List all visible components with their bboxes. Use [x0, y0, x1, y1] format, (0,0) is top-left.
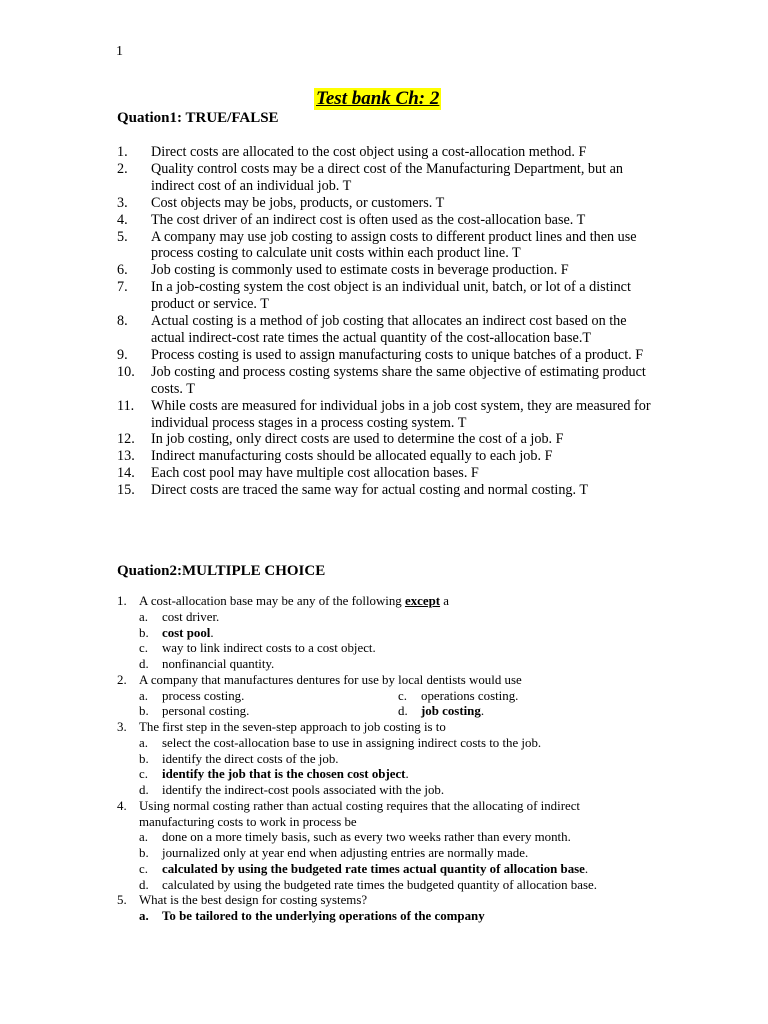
list-item: 13. Indirect manufacturing costs should be allocated equally to each job. F [117, 448, 657, 465]
question-text: Job costing is commonly used to estimate costs in beverage production. F [151, 262, 569, 279]
question: 1. A cost-allocation base may be any of the following except a [117, 594, 657, 610]
section-heading-multiple-choice: Quation2:MULTIPLE CHOICE [117, 563, 326, 579]
answer-option: a. done on a more timely basis, such as every two weeks rather than every month. [139, 830, 571, 845]
answer-option-correct: d. job costing. [398, 704, 485, 719]
question: 4. Using normal costing rather than actual costing requires that the allocating of indirect manufacturing costs to work in process be [117, 799, 657, 831]
list-item: 4. The cost driver of an indirect cost is often used as the cost-allocation base. T [117, 212, 657, 229]
question-text: Actual costing is a method of job costing that allocates an indirect cost based on the actual indirect-cost rate times the actual quantity of the cost-allocation base.T [151, 313, 627, 346]
section-heading-true-false: Quation1: TRUE/FALSE [117, 110, 279, 126]
list-item: 7. In a job-costing system the cost object is an individual unit, batch, or lot of a distinct product or service. T [117, 279, 657, 313]
question-text: Quality control costs may be a direct cost of the Manufacturing Department, but an indirect cost of an individual job. T [151, 160, 623, 194]
answer-option-correct: c. identify the job that is the chosen cost object. [139, 767, 409, 782]
list-item: 8. Actual costing is a method of job costing that allocates an indirect cost based on the actual indirect-cost rate times the actual quantity of the cost-allocation base.T [117, 313, 657, 347]
question-text: In a job-costing system the cost object is an individual unit, batch, or lot of a distinct product or service. T [151, 279, 631, 313]
question-text: The first step in the seven-step approach to job costing is to [139, 720, 446, 734]
question-text: A cost-allocation base may be any of the following except a [139, 594, 450, 608]
document-title: Test bank Ch: 2 [316, 88, 440, 109]
question-text: The cost driver of an indirect cost is often used as the cost-allocation base. T [151, 211, 586, 228]
list-item: 9. Process costing is used to assign manufacturing costs to unique batches of a product. F [117, 347, 657, 364]
list-item: 2. Quality control costs may be a direct cost of the Manufacturing Department, but an indirect cost of an individual job. T [117, 161, 657, 195]
list-item: 15. Direct costs are traced the same way for actual costing and normal costing. T [117, 482, 657, 499]
question-text: In job costing, only direct costs are used to determine the cost of a job. F [151, 431, 564, 448]
list-item: 3. Cost objects may be jobs, products, or customers. T [117, 195, 657, 212]
question-text: Indirect manufacturing costs should be allocated equally to each job. F [151, 448, 553, 465]
question-text: Job costing and process costing systems share the same objective of estimating product costs. T [151, 363, 646, 397]
question-text: Each cost pool may have multiple cost allocation bases. F [151, 465, 479, 482]
answer-option-correct: c. calculated by using the budgeted rate times actual quantity of allocation base. [139, 861, 589, 876]
question-text: Direct costs are allocated to the cost object using a cost-allocation method. F [151, 144, 587, 160]
answer-option: a. process costing. [139, 688, 245, 703]
question-text: Using normal costing rather than actual costing requires that the allocating of indirect manufacturing costs to work in process be [139, 798, 581, 829]
question-text: What is the best design for costing systems? [139, 893, 368, 908]
answer-option: a. cost driver. [139, 609, 220, 624]
answer-option: d. identify the indirect-cost pools associated with the job. [139, 783, 445, 797]
list-item: 14. Each cost pool may have multiple cost allocation bases. F [117, 465, 657, 482]
page-number: 1 [116, 44, 123, 59]
question-text: A company that manufactures dentures for use by local dentists would use [139, 672, 522, 687]
emphasis-text: except [404, 594, 441, 608]
question: 2. A company that manufactures dentures for use by local dentists would use [117, 673, 657, 689]
list-item: 5. A company may use job costing to assign costs to different product lines and then use process costing to calculate unit costs within each product line. T [117, 229, 657, 263]
answer-option: b. identify the direct costs of the job. [139, 751, 339, 766]
question-text: Direct costs are traced the same way for actual costing and normal costing. T [151, 482, 589, 499]
question-text: Cost objects may be jobs, products, or customers. T [151, 194, 445, 211]
answer-option: a. select the cost-allocation base to use in assigning indirect costs to the job. [139, 735, 542, 750]
answer-option: c. way to link indirect costs to a cost object. [139, 641, 376, 656]
answer-option: c. operations costing. [398, 688, 519, 703]
question-text: Process costing is used to assign manufacturing costs to unique batches of a product. F [151, 346, 644, 363]
answer-option: b. journalized only at year end when adjusting entries are normally made. [139, 846, 529, 860]
true-false-list [117, 144, 657, 499]
answer-option-correct: a. To be tailored to the underlying operations of the company [139, 909, 485, 923]
answer-option: d. calculated by using the budgeted rate times the budgeted quantity of allocation base. [139, 877, 597, 892]
multiple-choice-list [117, 594, 657, 925]
list-item: 12. In job costing, only direct costs are used to determine the cost of a job. F [117, 431, 657, 448]
question: 3. The first step in the seven-step approach to job costing is to [117, 720, 657, 736]
list-item: 11. While costs are measured for individual jobs in a job cost system, they are measured for individual process stages in a process costing system. T [117, 398, 657, 432]
list-item: 6. Job costing is commonly used to estimate costs in beverage production. F [117, 262, 657, 279]
question: 5. What is the best design for costing systems? [117, 893, 657, 909]
question-text: A company may use job costing to assign costs to different product lines and then use process costing to calculate unit costs within each product line. T [151, 228, 637, 262]
answer-option: d. nonfinancial quantity. [139, 657, 275, 671]
answer-option: b. personal costing. [139, 704, 250, 719]
answer-option-correct: b. cost pool. [139, 625, 214, 640]
list-item: 10. Job costing and process costing systems share the same objective of estimating product costs. T [117, 364, 657, 398]
question-text: While costs are measured for individual jobs in a job cost system, they are measured for individual process stages in a process costing system. T [151, 397, 651, 431]
list-item: 1. Direct costs are allocated to the cost object using a cost-allocation method. F [117, 144, 657, 161]
